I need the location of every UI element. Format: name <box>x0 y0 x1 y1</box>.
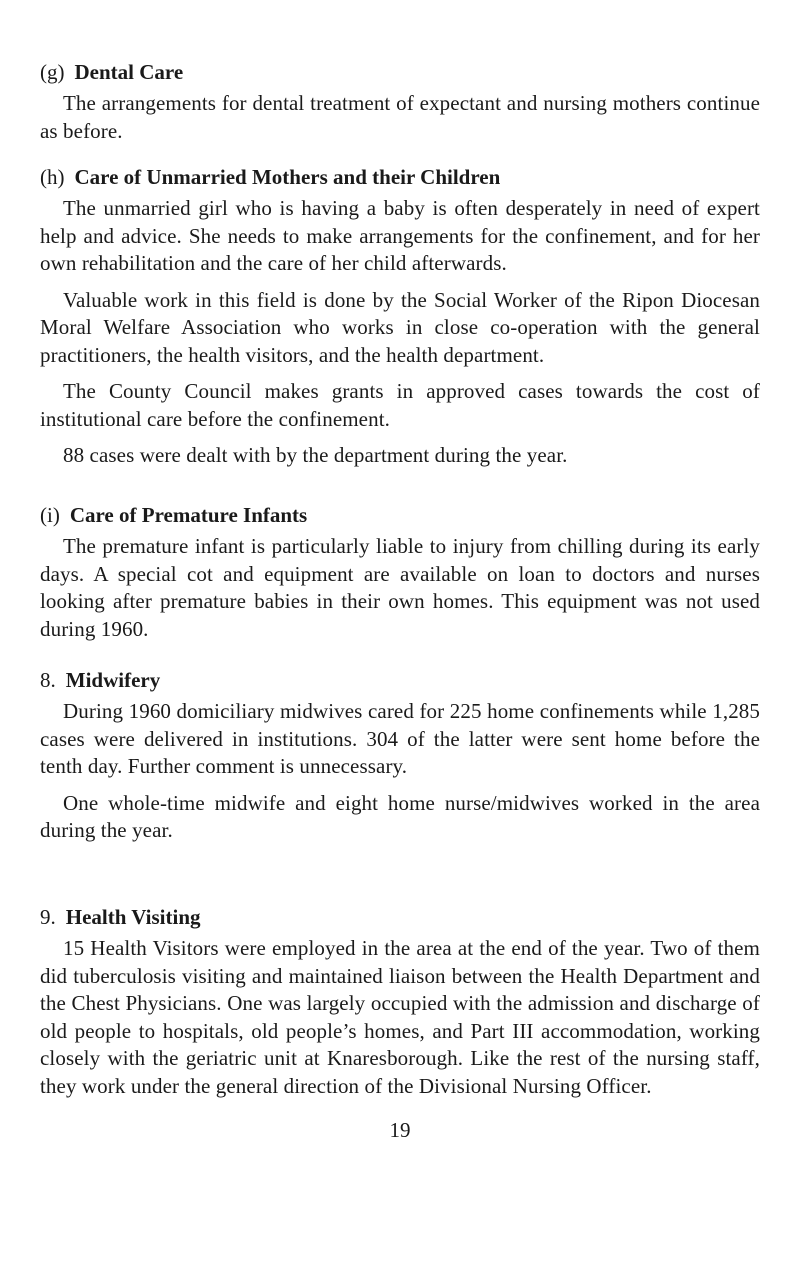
section-heading <box>40 903 760 931</box>
section-heading <box>40 58 760 86</box>
section-title: Care of Unmarried Mothers and their Children <box>74 165 501 189</box>
paragraph: The premature infant is particularly liable to injury from chilling during its early days. A special cot and equipment are available on loan to doctors and nurses looking after premature babies in their own homes. This equipment was not used during 1960. <box>40 534 760 641</box>
section-heading <box>40 666 760 694</box>
section-unmarried-mothers <box>40 163 760 479</box>
paragraph: One whole-time midwife and eight home nurse/midwives worked in the area during the year. <box>40 790 760 842</box>
section-title: Dental Care <box>74 60 184 84</box>
section-health-visiting <box>40 903 760 1109</box>
section-number: 9. <box>40 905 56 929</box>
section-number: (g) <box>40 60 65 84</box>
section-heading <box>40 501 760 529</box>
paragraph: 15 Health Visitors were employed in the area at the end of the year. Two of them did tuberculosis visiting and maintained liaison between the Health Department and the Chest Physicians. One was largely occupied with the admission and discharge of old people to hospitals, old people’s homes, and Part III accommodation, working closely with the geriatric unit at Knaresborough. Like the rest of the nursing staff, they work under the general direction of the Divisional Nursing Officer. <box>40 936 760 1098</box>
paragraph: Valuable work in this field is done by the Social Worker of the Ripon Diocesan Moral Welfare Association who works in close co-operation with the general practitioners, the health visitors, and the health department. <box>40 287 760 367</box>
section-title: Health Visiting <box>65 905 201 929</box>
section-number: 8. <box>40 668 56 692</box>
section-dental-care <box>40 58 760 154</box>
paragraph: 88 cases were dealt with by the department during the year. <box>63 443 568 467</box>
section-title: Midwifery <box>65 668 161 692</box>
section-premature-infants <box>40 501 760 652</box>
section-midwifery <box>40 666 760 854</box>
paragraph: The unmarried girl who is having a baby is often desperately in need of expert help and advice. She needs to make arrangements for the confinement, and for her own rehabilitation and the care of her child afterwards. <box>40 196 760 275</box>
paragraph: The arrangements for dental treatment of expectant and nursing mothers continue as before. <box>40 91 760 143</box>
section-heading <box>40 163 760 191</box>
section-title: Care of Premature Infants <box>69 503 308 527</box>
section-number: (i) <box>40 503 60 527</box>
section-number: (h) <box>40 165 65 189</box>
page-number: 19 <box>389 1118 411 1142</box>
paragraph: The County Council makes grants in approved cases towards the cost of institutional care before the confinement. <box>40 379 760 431</box>
paragraph: During 1960 domiciliary midwives cared for 225 home confinements while 1,285 cases were delivered in institutions. 304 of the latter were sent home before the tenth day. Further comment is unnecessary. <box>40 699 760 778</box>
